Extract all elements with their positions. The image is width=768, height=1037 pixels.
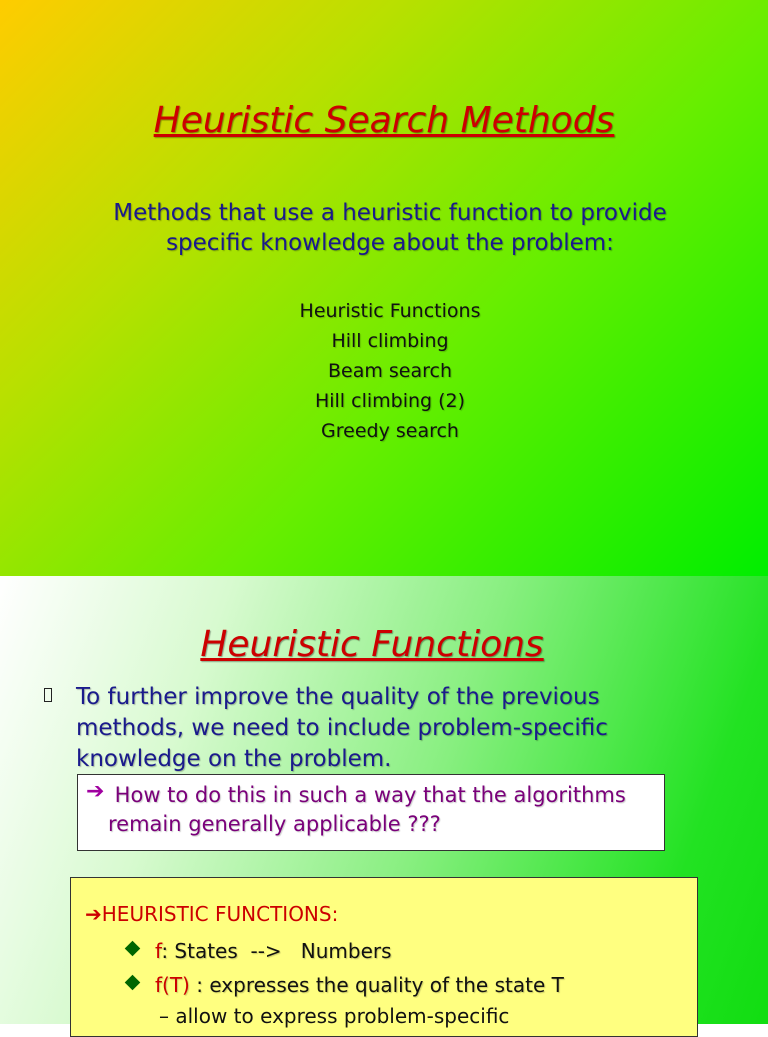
topic-item: Beam search <box>327 360 453 382</box>
bullet-icon <box>44 688 52 702</box>
topics-list <box>0 296 768 446</box>
topic-item: Hill climbing (2) <box>314 390 466 412</box>
topic-item: Heuristic Functions <box>299 300 481 322</box>
box-header <box>85 902 338 926</box>
question-line-1: How to do this in such a way that the algorithms <box>108 783 626 807</box>
arrow-right-icon: ➔ <box>86 779 105 804</box>
box-header-text: HEURISTIC FUNCTIONS: <box>101 902 339 926</box>
question-text <box>108 781 708 839</box>
question-box <box>77 774 665 851</box>
slide-2 <box>0 576 768 1028</box>
intro-paragraph <box>76 682 716 775</box>
function-symbol: f <box>155 939 162 963</box>
heuristic-functions-box <box>70 877 698 1037</box>
definition-item <box>155 972 564 998</box>
paragraph-line-2: methods, we need to include problem-specific <box>76 715 608 741</box>
topic-item: Greedy search <box>321 420 459 442</box>
definition-item <box>155 938 392 964</box>
slide-1-title: Heuristic Search Methods <box>153 100 615 141</box>
arrow-right-icon: ➔ <box>85 902 102 926</box>
paragraph-line-3: knowledge on the problem. <box>76 746 392 772</box>
subtitle-line-2: specific knowledge about the problem: <box>166 230 614 256</box>
diamond-bullet-icon <box>125 975 141 991</box>
topic-item: Hill climbing <box>331 330 449 352</box>
definition-text: : States --> Numbers <box>161 939 392 963</box>
diamond-bullet-icon <box>125 941 141 957</box>
sub-item: – allow to express problem-specific <box>159 1004 510 1028</box>
slide-2-title: Heuristic Functions <box>200 624 544 665</box>
question-line-2: remain generally applicable ??? <box>108 812 441 836</box>
slide-1-subtitle <box>0 198 768 258</box>
subtitle-line-1: Methods that use a heuristic function to provide <box>113 200 667 226</box>
function-call: f(T) <box>155 973 190 997</box>
definition-text: : expresses the quality of the state T <box>189 973 564 997</box>
paragraph-line-1: To further improve the quality of the previous <box>76 684 600 710</box>
